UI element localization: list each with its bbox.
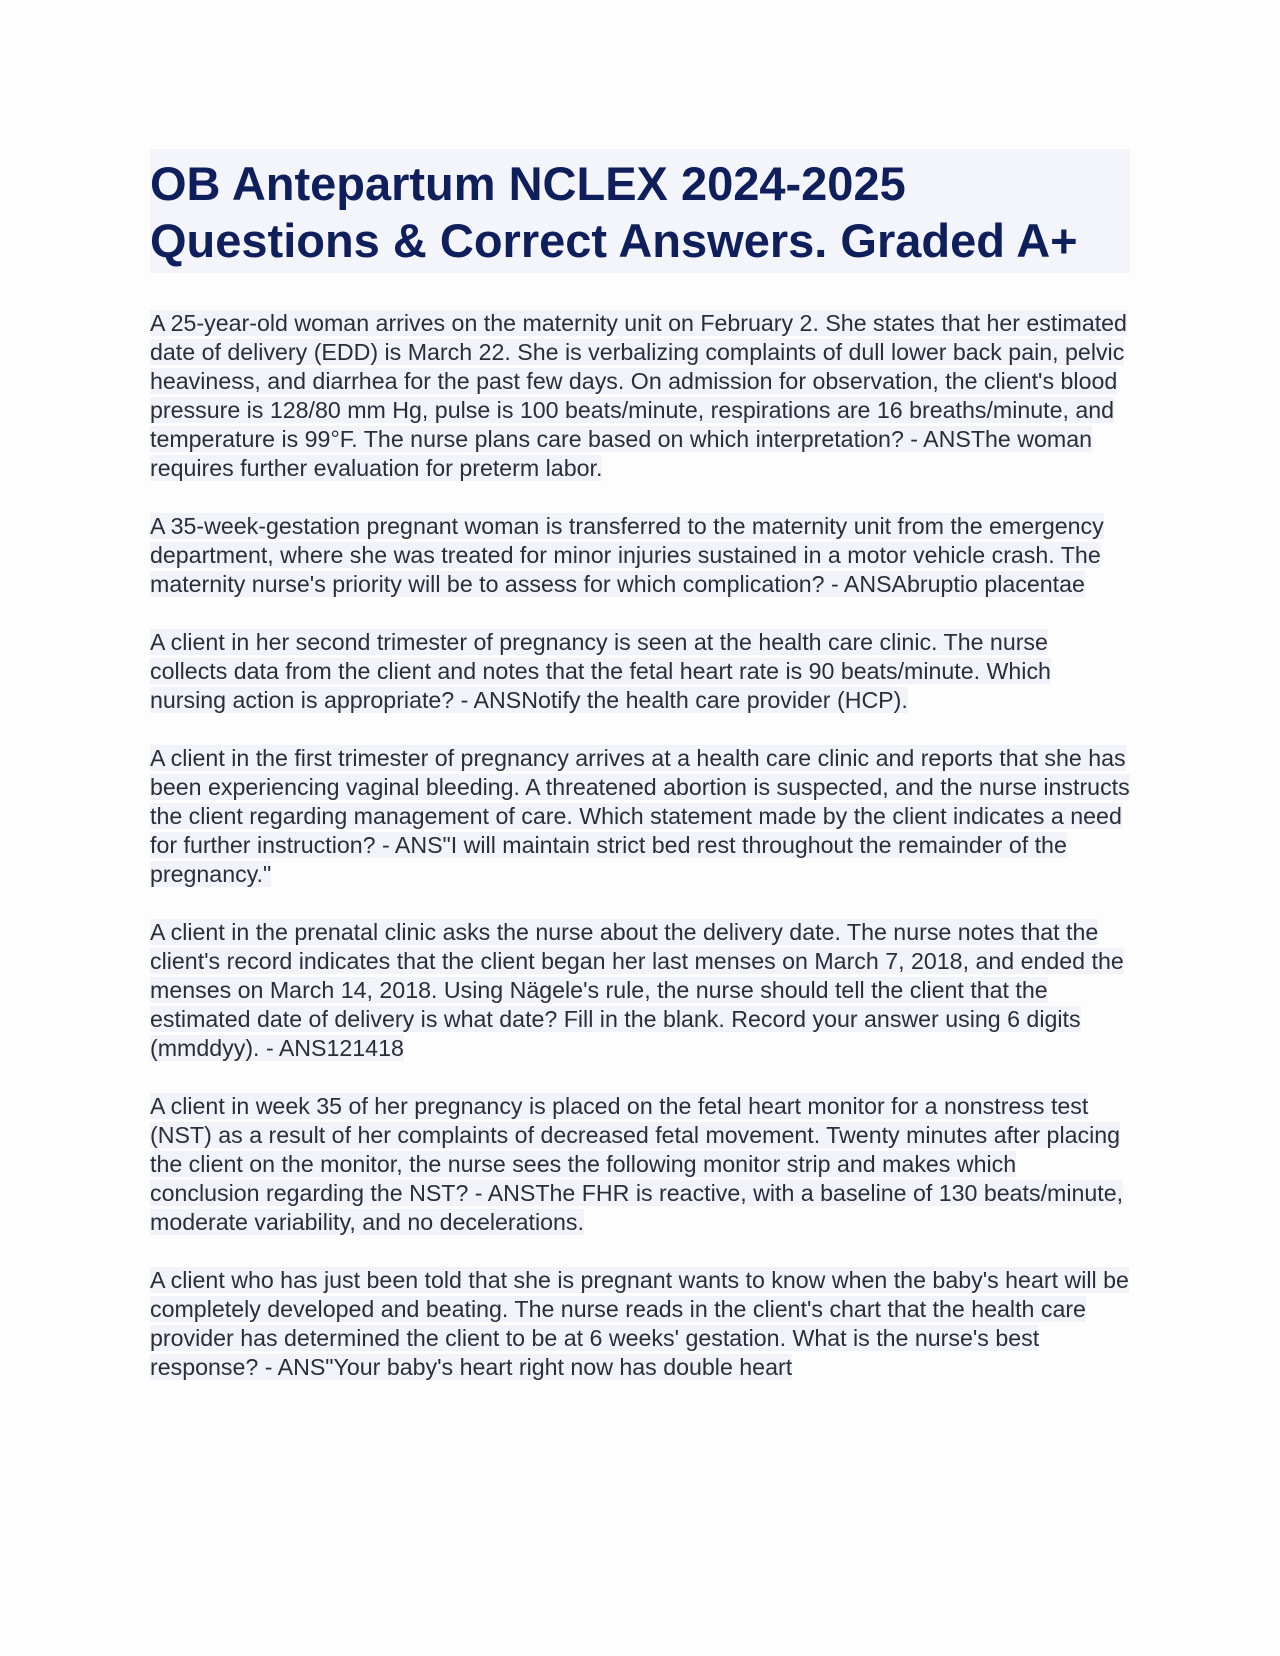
answer-text: "Your baby's heart right now has double heart: [325, 1354, 793, 1380]
answer-text: "I will maintain strict bed rest throughout the remainder of the pregnancy.": [150, 832, 1067, 887]
qa-item: [150, 744, 1130, 889]
question-text: A 25-year-old woman arrives on the maternity unit on February 2. She states that her estimated date of delivery (EDD) is March 22. She is verbalizing complaints of dull lower back pain, pelvic heaviness, and diarrhea for the past few days. On admission for observation, the client's blood pressure is 128/80 mm Hg, pulse is 100 beats/minute, respirations are 16 breaths/minute, and temperature is 99°F. The nurse plans care based on which interpretation? - ANS: [150, 310, 1127, 452]
qa-item: [150, 1092, 1130, 1237]
answer-text: 121418: [326, 1035, 404, 1061]
qa-list: [150, 309, 1130, 1382]
question-text: A client in the first trimester of pregnancy arrives at a health care clinic and reports that she has been experiencing vaginal bleeding. A threatened abortion is suspected, and the nurse instructs the client regarding management of care. Which statement made by the client indicates a need for further instruction? - ANS: [150, 745, 1130, 858]
qa-item: [150, 628, 1130, 715]
answer-text: The FHR is reactive, with a baseline of 130 beats/minute, moderate variability, and no decelerations.: [150, 1180, 1124, 1235]
answer-text: The woman requires further evaluation for preterm labor.: [150, 426, 1093, 481]
title-block: [150, 149, 1130, 273]
document-page: [150, 149, 1130, 1411]
question-text: A client in week 35 of her pregnancy is placed on the fetal heart monitor for a nonstress test (NST) as a result of her complaints of decreased fetal movement. Twenty minutes after placing the client on the monitor, the nurse sees the following monitor strip and makes which conclusion regarding the NST? - ANS: [150, 1093, 1121, 1206]
document-title: OB Antepartum NCLEX 2024-2025 Questions & Correct Answers. Graded A+: [150, 157, 1078, 267]
answer-text: Abruptio placentae: [891, 571, 1085, 597]
question-text: A client in the prenatal clinic asks the nurse about the delivery date. The nurse notes that the client's record indicates that the client began her last menses on March 7, 2018, and ended the menses on March 14, 2018. Using Nägele's rule, the nurse should tell the client that the estimated date of delivery is what date? Fill in the blank. Record your answer using 6 digits (mmddyy). - ANS: [150, 919, 1124, 1061]
question-text: A client who has just been told that she is pregnant wants to know when the baby's heart will be completely developed and beating. The nurse reads in the client's chart that the health care provider has determined the client to be at 6 weeks' gestation. What is the nurse's best response? - ANS: [150, 1267, 1129, 1380]
qa-item: [150, 309, 1130, 483]
question-text: A client in her second trimester of pregnancy is seen at the health care clinic. The nurse collects data from the client and notes that the fetal heart rate is 90 beats/minute. Which nursing action is appropriate? - ANS: [150, 629, 1051, 713]
question-text: A 35-week-gestation pregnant woman is transferred to the maternity unit from the emergency department, where she was treated for minor injuries sustained in a motor vehicle crash. The maternity nurse's priority will be to assess for which complication? - ANS: [150, 513, 1104, 597]
answer-text: Notify the health care provider (HCP).: [521, 687, 908, 713]
qa-item: [150, 918, 1130, 1063]
qa-item: [150, 512, 1130, 599]
qa-item: [150, 1266, 1130, 1382]
